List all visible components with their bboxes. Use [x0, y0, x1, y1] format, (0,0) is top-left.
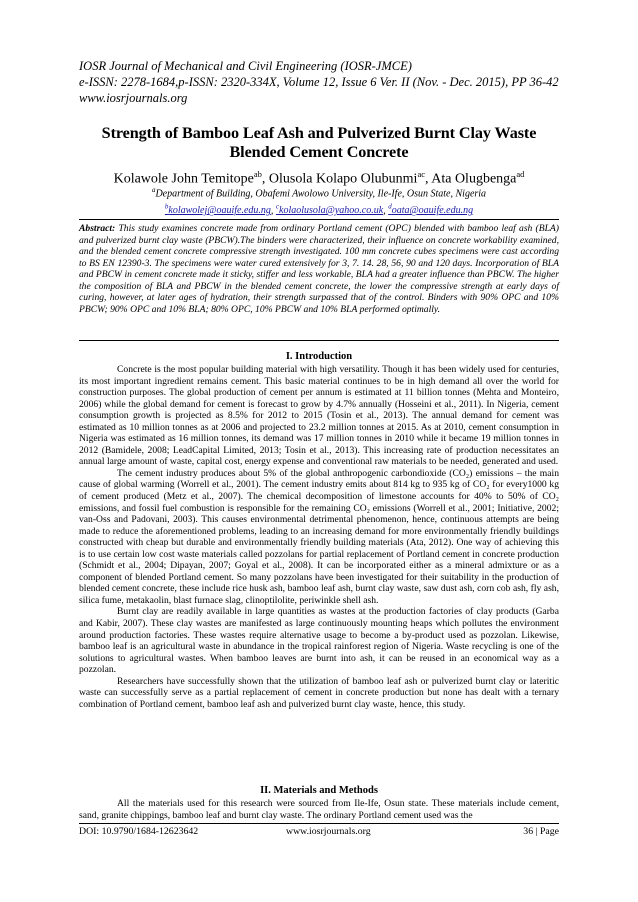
section-heading-introduction: I. Introduction — [285, 351, 353, 362]
paper-title — [79, 124, 559, 161]
footer-page-number: 36 | Page — [523, 826, 559, 837]
section-heading-materials: II. Materials and Methods — [260, 785, 378, 796]
abstract — [79, 223, 559, 315]
title-line-1: Strength of Bamboo Leaf Ash and Pulverized Burnt Clay Waste — [101, 124, 537, 142]
title-line-2: Blended Cement Concrete — [229, 142, 409, 161]
journal-website: www.iosrjournals.org — [79, 91, 188, 105]
paragraph: Concrete is the most popular building material with high versatility. Though it has been widely used for centuries, its most important ingredient remains cement. This basic material continues to be in high demand all over the world for construction purposes. The global production of cement per annum is estimated at 11 billion tonnes (Mehta and Monteiro, 2006) while the global demand for cement is forecast to grow by 4.7% annually (Hosseini et al., 2011). In Nigeria, cement consumption growth is projected as 8.5% for 2012 to 2015 (Tosin et al., 2013). The annual demand for cement was estimated as 10 million tonnes as at 2006 and projected to 23.2 million tonnes at 2015. As at 2010, cement consumption in Nigeria was estimated as 16 million tonnes, its demand was 17 million tonnes in 2010 while it became 19 million tonnes in 2012 (Bamidele, 2008; LeadCapital Limited, 2013; Tosin et al., 2013). This increasing rate of production necessitates an annual large amount of waste, capital cost, energy expense and conventional raw materials to be needed, generated and used. — [79, 364, 559, 468]
author-superscript: ab — [253, 169, 262, 179]
author-superscript: ac — [417, 169, 425, 179]
author-superscript: ad — [516, 169, 525, 179]
paragraph: The cement industry produces about 5% of the global anthropogenic carbondioxide (CO₂) emissions – the main cause of global warming (Worrell et al., 2001). The cement industry emits about 814 kg to 935 kg of CO₂ for every1000 kg of cement produced (Metz et al., 2007). The chemical decomposition of limestone accounts for 40% to 50% of CO₂ emissions, and fossil fuel combustion is responsible for the remaining CO₂ emissions (Worrell et al., 2001; Initiative, 2002; van-Oss and Padovani, 2003). This causes environmental detrimental phenomenon, hence, continuous attempts are being made to reduce the aforementioned problems, leading to an increasing demand for more environmentally friendly buildings constructed with cheap but durable and environmentally friendly building materials (Ata, 2012). One way of achieving this is to use certain low cost waste materials called pozzolans for partial replacement of Portland cement in concrete production (Schmidt et al., 2004; Dipayan, 2007; Goyal et al., 2008). It can be incorporated either as a mineral admixture or as a component of blended Portland cement. So many pozzolans have been investigated for their suitability in the production of blended cement concrete, these include rice husk ash, bamboo leaf ash, burnt clay waste, saw dust ash, corn cob ash, fly ash, silica fume, metakaolin, blast furnace slag, clinoptilolite, periwinkle shell ash. — [79, 467, 559, 606]
abstract-bottom-rule — [79, 340, 559, 341]
materials-body — [79, 798, 559, 821]
email-address[interactable]: kolaolusola@yahoo.co.uk — [279, 205, 384, 217]
paragraph: All the materials used for this research were sourced from Ile-Ife, Osun state. These materials include cement, sand, granite chippings, bamboo leaf and burnt clay waste. The ordinary Portland cement used was the — [79, 798, 559, 821]
email-link — [164, 202, 271, 217]
paragraph: Burnt clay are readily available in large quantities as wastes at the production factories of clay products (Garba and Kabir, 2007). These clay wastes are manifested as large continuously mounting heaps which pollutes the environment around production factories. These wastes require alternative usage to become a by-product used as pozzolan. Likewise, bamboo leaf is an agricultural waste in abundance in the tropical rainforest region of Nigeria. Waste recycling is one of the solutions to agricultural wastes. When bamboo leaves are burnt into ash, it can be reused in an economical way as a pozzolan. — [79, 606, 559, 676]
email-superscript: b — [164, 202, 169, 211]
email-superscript: d — [388, 202, 392, 211]
author-list: Kolawole John Temitope$^{ab}$, Olusola Kolapo Olubunmi$^{ac}$, Ata Olugbenga$^{ad}$ — [113, 169, 525, 187]
abstract-top-rule — [79, 219, 559, 220]
footer-rule — [79, 823, 559, 824]
journal-issn: e-ISSN: 2278-1684,p-ISSN: 2320-334X, Volume 12, Issue 6 Ver. II (Nov. - Dec. 2015), PP 36-42 — [79, 75, 559, 89]
journal-header — [79, 58, 559, 106]
author-name: Olusola Kolapo Olubunmi — [268, 171, 418, 187]
author-name: Ata Olugbenga — [431, 171, 517, 187]
abstract-label: Abstract: — [79, 223, 116, 234]
author-name: Kolawole John Temitope — [113, 171, 254, 187]
journal-name: IOSR Journal of Mechanical and Civil Engineering (IOSR-JMCE) — [79, 59, 412, 73]
footer-doi: DOI: 10.9790/1684-12623642 — [79, 826, 199, 837]
footer-website: www.iosrjournals.org — [286, 826, 371, 837]
email-address[interactable]: oata@oauife.edu.ng — [391, 205, 474, 217]
paragraph: Researchers have successfully shown that the utilization of bamboo leaf ash or pulverized burnt clay or lateritic waste can successfully serve as a partial replacement of cement in concrete production but none has dealt with a ternary combination of Portland cement, bamboo leaf ash and pulverized burnt clay waste, hence, this study. — [79, 675, 559, 710]
email-superscript: c — [275, 202, 279, 211]
email-link — [275, 202, 384, 217]
introduction-body — [79, 364, 559, 710]
email-address[interactable]: kolawolej@oauife.edu.ng — [168, 205, 271, 217]
affiliation-superscript: a — [151, 186, 156, 194]
abstract-text: This study examines concrete made from ordinary Portland cement (OPC) blended with bamboo leaf ash (BLA) and pulverized burnt clay waste (PBCW).The binders were characterized, their influence on concrete workability examined, and the blended cement concrete compressive strength investigated. 100 mm concrete cubes specimens were cast according to BS EN 12390-3. The specimens were water cured extensively for 3, 7. 14. 28, 56, 90 and 120 days. Incorporation of BLA and PBCW in cement concrete made it sticky, stiffer and less workable, BLA had a greater influence than PBCW. The higher the composition of BLA and PBCW in the blended cement concrete, the lower the compressive strength at early days of curing, however, at later ages of hydration, their strength surpassed that of the control. Binders with 90% OPC and 10% PBCW; 90% OPC and 10% BLA; 80% OPC, 10% PBCW and 10% BLA performed optimally. — [79, 223, 559, 315]
email-link — [388, 202, 474, 217]
affiliation-text: Department of Building, Obafemi Awolowo University, Ile-Ife, Osun State, Nigeria — [155, 188, 487, 200]
affiliation: $^a$Department of Building, Obafemi Awolowo University, Ile-Ife, Osun State, Nigeria $^b$kolawolej@oauife.edu.ng, $^c$kolaolusola@yahoo.co.uk, $^d$oata@oauife.edu.ng — [151, 186, 487, 217]
